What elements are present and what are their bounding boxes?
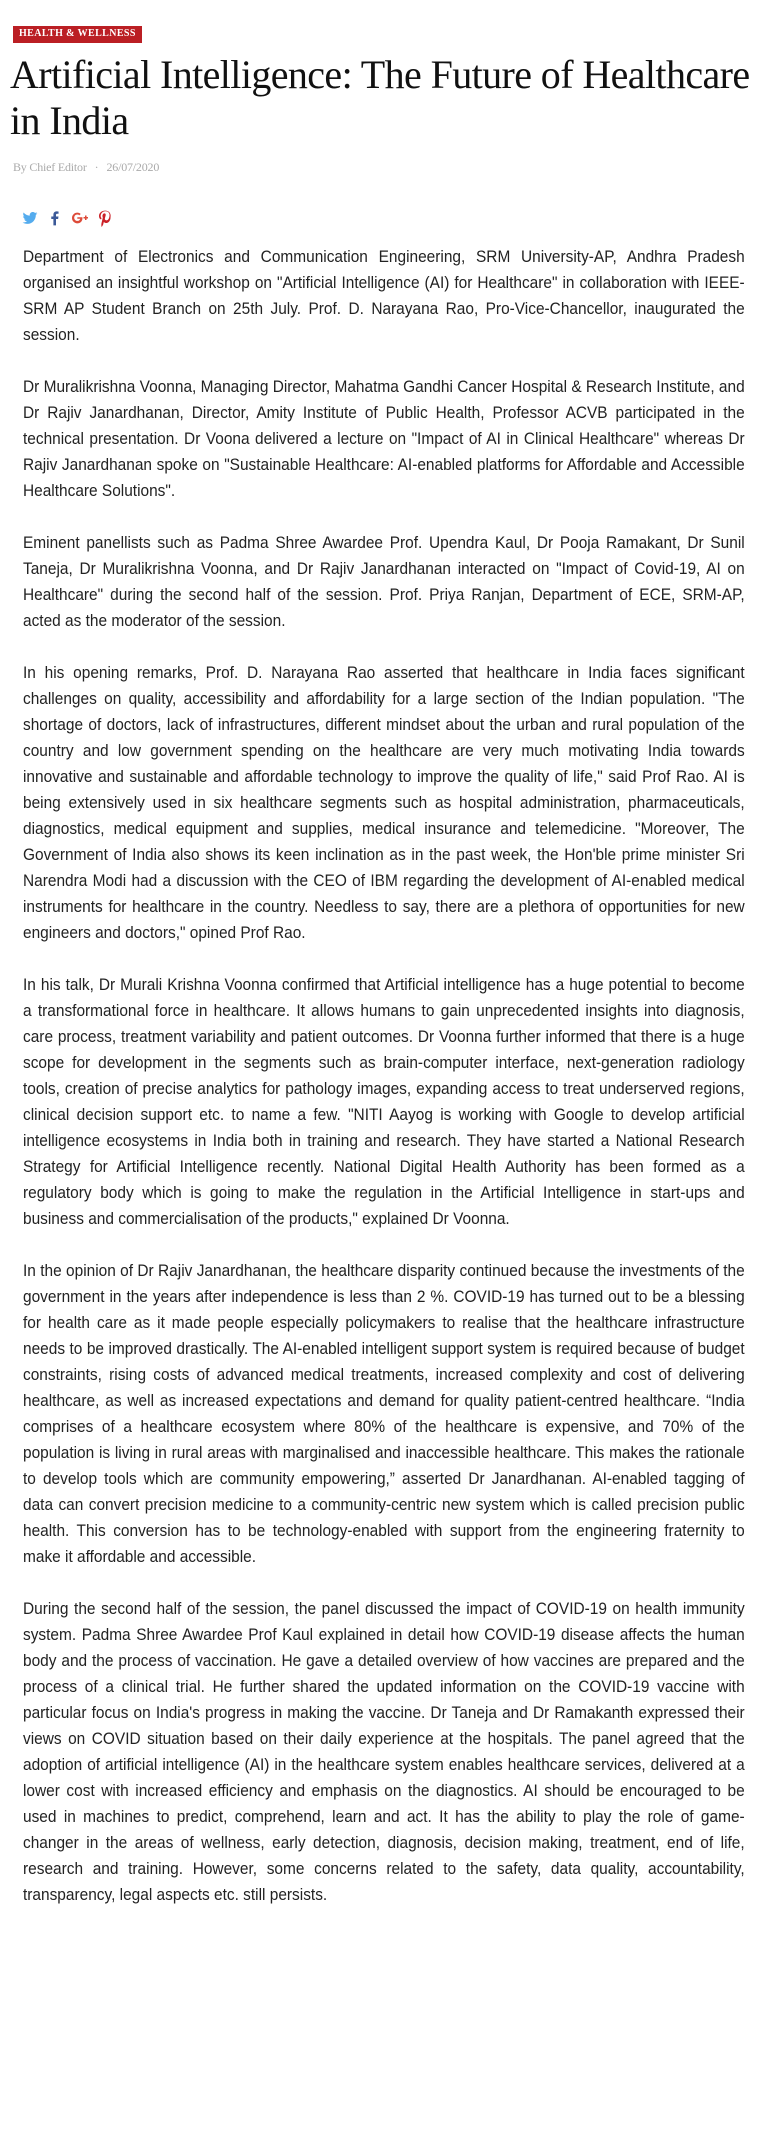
facebook-icon[interactable] [47, 209, 63, 227]
article-paragraph: During the second half of the session, the panel discussed the impact of COVID-19 on health immunity system. Padma Shree Awardee Prof Kaul explained in detail how COVID-19 disease affects the human body and the process of vaccination. He gave a detailed overview of how vaccines are prepared and the process of a clinical trial. He further shared the updated information on the COVID-19 vaccine with particular focus on India's progress in making the vaccine. Dr Taneja and Dr Ramakanth expressed their views on COVID situation based on their daily experience at the hospitals. The panel agreed that the adoption of artificial intelligence (AI) in the healthcare system enables healthcare services, delivered at a lower cost with increased efficiency and emphasis on the diagnostics. AI should be encouraged to be used in machines to predict, comprehend, learn and act. It has the ability to play the role of game-changer in the areas of wellness, early detection, diagnosis, decision making, treatment, end of life, research and training. However, some concerns related to the safety, data quality, accountability, transparency, legal aspects etc. still persists. [23, 1599, 745, 1904]
publish-date: 26/07/2020 [106, 160, 160, 174]
meta-separator: · [94, 160, 99, 174]
article-paragraph: Dr Muralikrishna Voonna, Managing Director, Mahatma Gandhi Cancer Hospital & Research Institute, and Dr Rajiv Janardhanan, Director, Amity Institute of Public Health, Professor ACVB participated in the technical presentation. Dr Voona delivered a lecture on "Impact of AI in Clinical Healthcare" whereas Dr Rajiv Janardhanan spoke on "Sustainable Healthcare: AI-enabled platforms for Affordable and Accessible Healthcare Solutions". [23, 377, 745, 500]
article-title: Artificial Intelligence: The Future of Healthcare in India [10, 52, 750, 143]
article-paragraph: In his opening remarks, Prof. D. Narayana Rao asserted that healthcare in India faces significant challenges on quality, accessibility and affordability for a large section of the Indian population. "The shortage of doctors, lack of infrastructures, different mindset about the urban and rural population of the country and low government spending on the healthcare are very much motivating India towards innovative and sustainable and affordable technology to improve the quality of life," said Prof Rao. AI is being extensively used in six healthcare segments such as hospital administration, pharmaceuticals, diagnostics, medical equipment and supplies, medical insurance and telemedicine. "Moreover, The Government of India also shows its keen inclination as in the past week, the Hon'ble prime minister Sri Narendra Modi had a discussion with the CEO of IBM regarding the development of AI-enabled medical instruments for healthcare in the country. Needless to say, there are a plethora of opportunities for new engineers and doctors," opined Prof Rao. [23, 663, 745, 942]
share-bar [22, 208, 113, 228]
article-paragraph: Eminent panellists such as Padma Shree Awardee Prof. Upendra Kaul, Dr Pooja Ramakant, Dr Sunil Taneja, Dr Muralikrishna Voonna, and Dr Rajiv Janardhanan interacted on "Impact of Covid-19, AI on Healthcare" during the second half of the session. Prof. Priya Ranjan, Department of ECE, SRM-AP, acted as the moderator of the session. [23, 533, 745, 630]
google-plus-icon[interactable] [72, 209, 88, 227]
pinterest-icon[interactable] [97, 209, 113, 227]
article-paragraph: Department of Electronics and Communication Engineering, SRM University-AP, Andhra Pradesh organised an insightful workshop on "Artificial Intelligence (AI) for Healthcare" in collaboration with IEEE-SRM AP Student Branch on 25th July. Prof. D. Narayana Rao, Pro-Vice-Chancellor, inaugurated the session. [23, 247, 745, 344]
twitter-icon[interactable] [22, 209, 38, 227]
article-meta [13, 160, 159, 175]
author-link[interactable]: By Chief Editor [13, 160, 87, 174]
article-body [23, 244, 745, 1934]
article-paragraph: In his talk, Dr Murali Krishna Voonna confirmed that Artificial intelligence has a huge potential to become a transformational force in healthcare. It allows humans to gain unprecedented insights into diagnosis, care process, treatment variability and patient outcomes. Dr Voonna further informed that there is a huge scope for development in the segments such as brain-computer interface, next-generation radiology tools, creation of precise analytics for pathology images, expanding access to treat underserved regions, clinical decision support etc. to name a few. "NITI Aayog is working with Google to develop artificial intelligence ecosystems in India both in training and research. They have started a National Research Strategy for Artificial Intelligence recently. National Digital Health Authority has been formed as a regulatory body which is going to make the regulation in the Artificial Intelligence in start-ups and business and commercialisation of the products," explained Dr Voonna. [23, 975, 745, 1228]
category-badge[interactable]: HEALTH & WELLNESS [13, 26, 142, 43]
article-paragraph: In the opinion of Dr Rajiv Janardhanan, the healthcare disparity continued because the investments of the government in the years after independence is less than 2 %. COVID-19 has turned out to be a blessing for health care as it made people especially policymakers to realise that the healthcare infrastructure needs to be improved drastically. The AI-enabled intelligent support system is required because of budget constraints, rising costs of advanced medical treatments, increased complexity and cost of delivering healthcare, as well as increased expectations and demand for quality patient-centred healthcare. “India comprises of a healthcare ecosystem where 80% of the healthcare is expensive, and 70% of the population is living in rural areas with marginalised and inaccessible healthcare. This makes the rationale to develop tools which are community empowering,” asserted Dr Janardhanan. AI-enabled tagging of data can convert precision medicine to a community-centric new system which is called precision public health. This conversion has to be technology-enabled with support from the engineering fraternity to make it affordable and accessible. [23, 1261, 745, 1566]
